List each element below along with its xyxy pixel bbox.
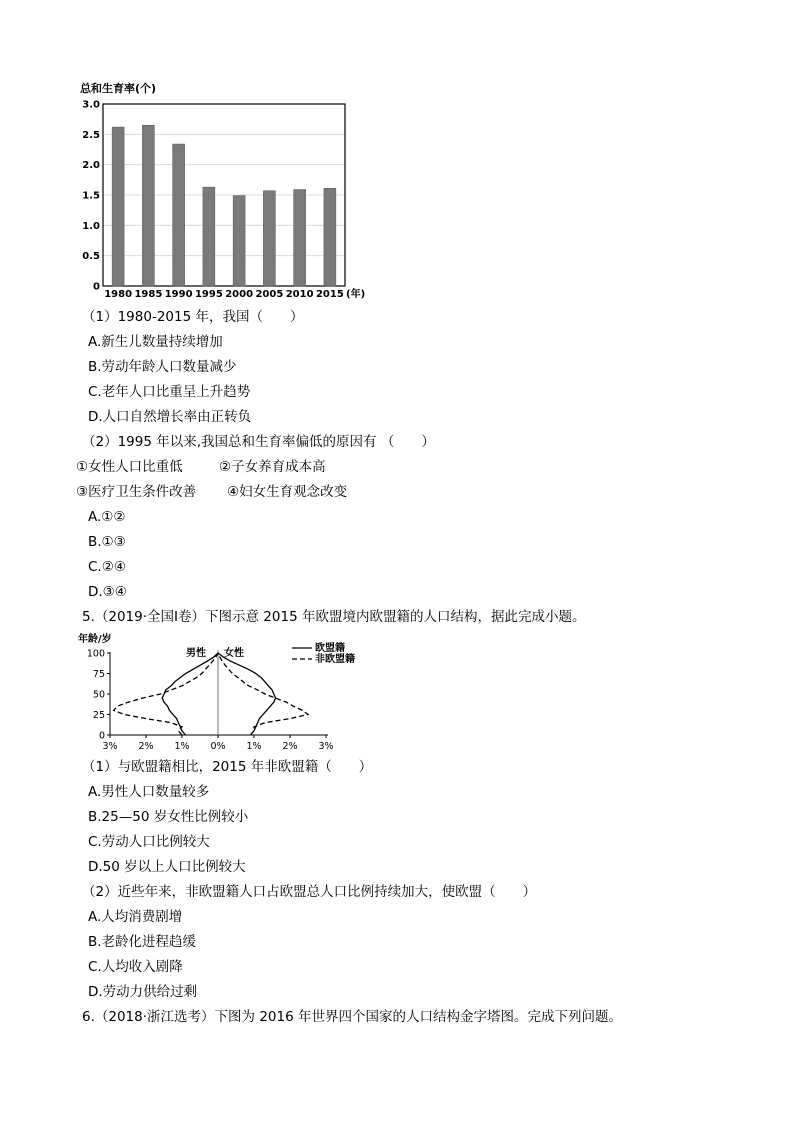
series-欧盟籍-female xyxy=(218,653,276,735)
y-tick-label: 50 xyxy=(92,689,105,701)
bar-2005 xyxy=(263,191,275,286)
q5-sub2-option-a[interactable]: A.人均消费剧增 xyxy=(88,909,183,925)
q4-sub2-option-d[interactable]: D.③④ xyxy=(88,584,127,600)
q4-sub1-option-d[interactable]: D.人口自然增长率由正转负 xyxy=(88,409,252,425)
x-tick-label: 2% xyxy=(282,741,298,752)
q5-sub2-option-d[interactable]: D.劳动力供给过剩 xyxy=(88,984,198,1000)
y-tick-label: 1.0 xyxy=(82,220,100,232)
x-tick-label: 1985 xyxy=(134,289,163,300)
q5-sub1-option-d[interactable]: D.50 岁以上人口比例较大 xyxy=(88,859,246,875)
y-tick-label: 0.5 xyxy=(82,251,100,263)
q5-stem: 5.（2019·全国Ⅰ卷）下图示意 2015 年欧盟境内欧盟籍的人口结构，据此完成小题。 xyxy=(82,609,586,625)
x-tick-label: 2010 xyxy=(285,289,314,300)
bar-1980 xyxy=(112,127,124,286)
q4-sub1-option-a[interactable]: A.新生儿数量持续增加 xyxy=(88,334,223,350)
q4-item-3: ③医疗卫生条件改善 xyxy=(76,484,197,500)
pyramid-x-ticks xyxy=(102,735,333,752)
chart-title: 总和生育率(个) xyxy=(80,82,157,95)
x-axis-ticks xyxy=(104,289,344,300)
q4-sub1-option-b[interactable]: B.劳动年龄人口数量减少 xyxy=(88,359,237,375)
x-axis-unit: (年) xyxy=(346,289,366,300)
pyramid-legend xyxy=(292,641,355,665)
x-tick-label: 2015 xyxy=(315,289,344,300)
pyramid-series xyxy=(114,653,308,735)
series-非欧盟籍-female xyxy=(218,653,308,735)
female-label: 女性 xyxy=(224,648,244,659)
x-tick-label: 1% xyxy=(246,741,262,752)
x-tick-label: 0% xyxy=(210,741,226,752)
q4-sub2-option-b[interactable]: B.①③ xyxy=(88,534,126,550)
y-axis-title: 年龄/岁 xyxy=(78,634,112,645)
bar-2010 xyxy=(294,190,306,286)
y-tick-label: 75 xyxy=(92,669,105,680)
q4-item-1: ①女性人口比重低 xyxy=(76,459,183,475)
q5-sub2-option-c[interactable]: C.人均收入剧降 xyxy=(88,959,183,975)
bar-2015 xyxy=(324,188,336,286)
x-tick-label: 1995 xyxy=(194,289,223,300)
bar-1985 xyxy=(142,125,154,286)
q4-item-4: ④妇女生育观念改变 xyxy=(227,484,348,500)
x-tick-label: 2005 xyxy=(255,289,284,300)
fertility-bar-chart xyxy=(76,78,386,302)
q5-sub1-option-a[interactable]: A.男性人口数量较多 xyxy=(88,784,210,800)
x-tick-label: 1990 xyxy=(164,289,193,300)
q5-sub2: （2）近些年来，非欧盟籍人口占欧盟总人口比例持续加大，使欧盟（ ） xyxy=(82,884,537,900)
population-pyramid-chart xyxy=(76,630,376,754)
q5-sub1: （1）与欧盟籍相比，2015 年非欧盟籍（ ） xyxy=(82,759,373,775)
y-tick-label: 0 xyxy=(98,730,105,742)
q5-sub1-option-b[interactable]: B.25—50 岁女性比例较小 xyxy=(88,809,249,825)
legend-non-eu-label: 非欧盟籍 xyxy=(315,654,355,665)
q4-sub1-option-c[interactable]: C.老年人口比重呈上升趋势 xyxy=(88,384,251,400)
chart-gridlines xyxy=(103,134,345,255)
q6-stem: 6.（2018·浙江选考）下图为 2016 年世界四个国家的人口结构金字塔图。完成下列问题。 xyxy=(82,1009,622,1025)
series-非欧盟籍-male xyxy=(114,653,218,735)
y-tick-label: 2.0 xyxy=(82,160,100,172)
q4-item-2: ②子女养育成本高 xyxy=(219,459,326,475)
y-tick-label: 2.5 xyxy=(82,129,100,141)
y-axis-ticks xyxy=(82,100,100,293)
q4-sub2-option-a[interactable]: A.①② xyxy=(88,509,126,525)
bar-1990 xyxy=(173,144,185,286)
x-tick-label: 2000 xyxy=(225,289,254,300)
series-欧盟籍-male xyxy=(162,653,218,735)
y-tick-label: 25 xyxy=(92,710,105,721)
q4-sub1: （1）1980-2015 年，我国（ ） xyxy=(82,309,304,325)
male-label: 男性 xyxy=(186,648,206,659)
bar-2000 xyxy=(233,196,245,286)
y-tick-label: 1.5 xyxy=(82,190,100,202)
q5-sub1-option-c[interactable]: C.劳动人口比例较大 xyxy=(88,834,210,850)
y-tick-label: 0 xyxy=(93,281,100,293)
x-tick-label: 3% xyxy=(102,741,118,752)
bars xyxy=(112,125,336,286)
legend-eu-label: 欧盟籍 xyxy=(315,643,345,654)
q5-sub2-option-b[interactable]: B.老龄化进程趋缓 xyxy=(88,934,197,950)
x-tick-label: 1% xyxy=(174,741,190,752)
y-tick-label: 3.0 xyxy=(82,99,100,111)
x-tick-label: 1980 xyxy=(104,289,133,300)
y-tick-label: 100 xyxy=(86,648,105,660)
q4-sub2: （2）1995 年以来,我国总和生育率偏低的原因有 （ ） xyxy=(82,434,435,450)
x-tick-label: 3% xyxy=(318,741,334,752)
q4-sub2-option-c[interactable]: C.②④ xyxy=(88,559,126,575)
x-tick-label: 2% xyxy=(138,741,154,752)
pyramid-y-ticks xyxy=(87,649,110,742)
bar-1995 xyxy=(203,187,215,286)
